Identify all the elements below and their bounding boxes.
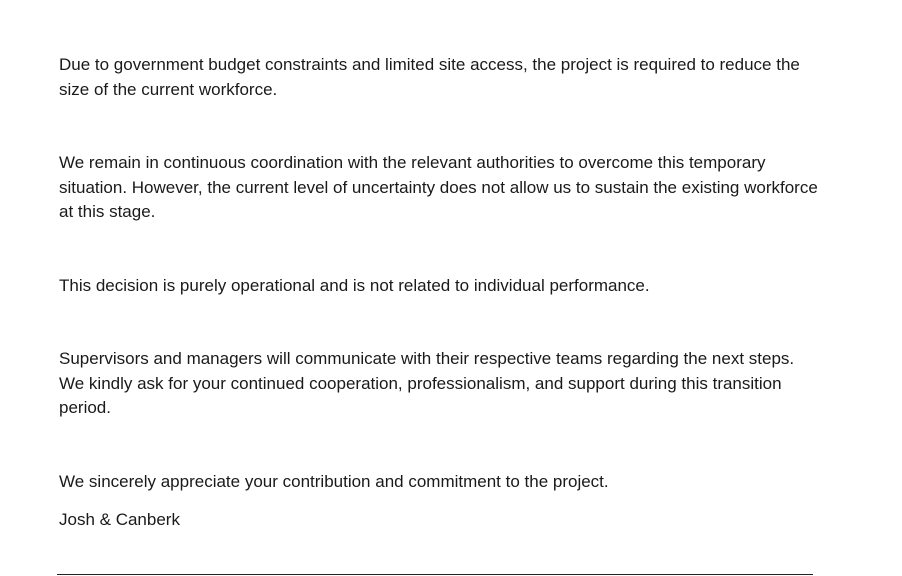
document-body — [59, 53, 819, 533]
bottom-divider — [57, 574, 813, 575]
signature: Josh & Canberk — [59, 510, 180, 529]
paragraph-operational-decision: This decision is purely operational and is not related to individual performance. — [59, 275, 650, 295]
paragraph-coordination: We remain in continuous coordination with the relevant authorities to overcome this temporary situation. However, the current level of uncertainty does not allow us to sustain the existing workforce at this stage. — [59, 153, 818, 221]
paragraph-appreciation: We sincerely appreciate your contribution and commitment to the project. — [59, 471, 609, 491]
paragraph-workforce-reduction: Due to government budget constraints and limited site access, the project is required to reduce the size of the current workforce. — [59, 55, 800, 99]
paragraph-next-steps: Supervisors and managers will communicate with their respective teams regarding the next steps. We kindly ask for your continued cooperation, professionalism, and support during this transition period. — [59, 349, 795, 417]
